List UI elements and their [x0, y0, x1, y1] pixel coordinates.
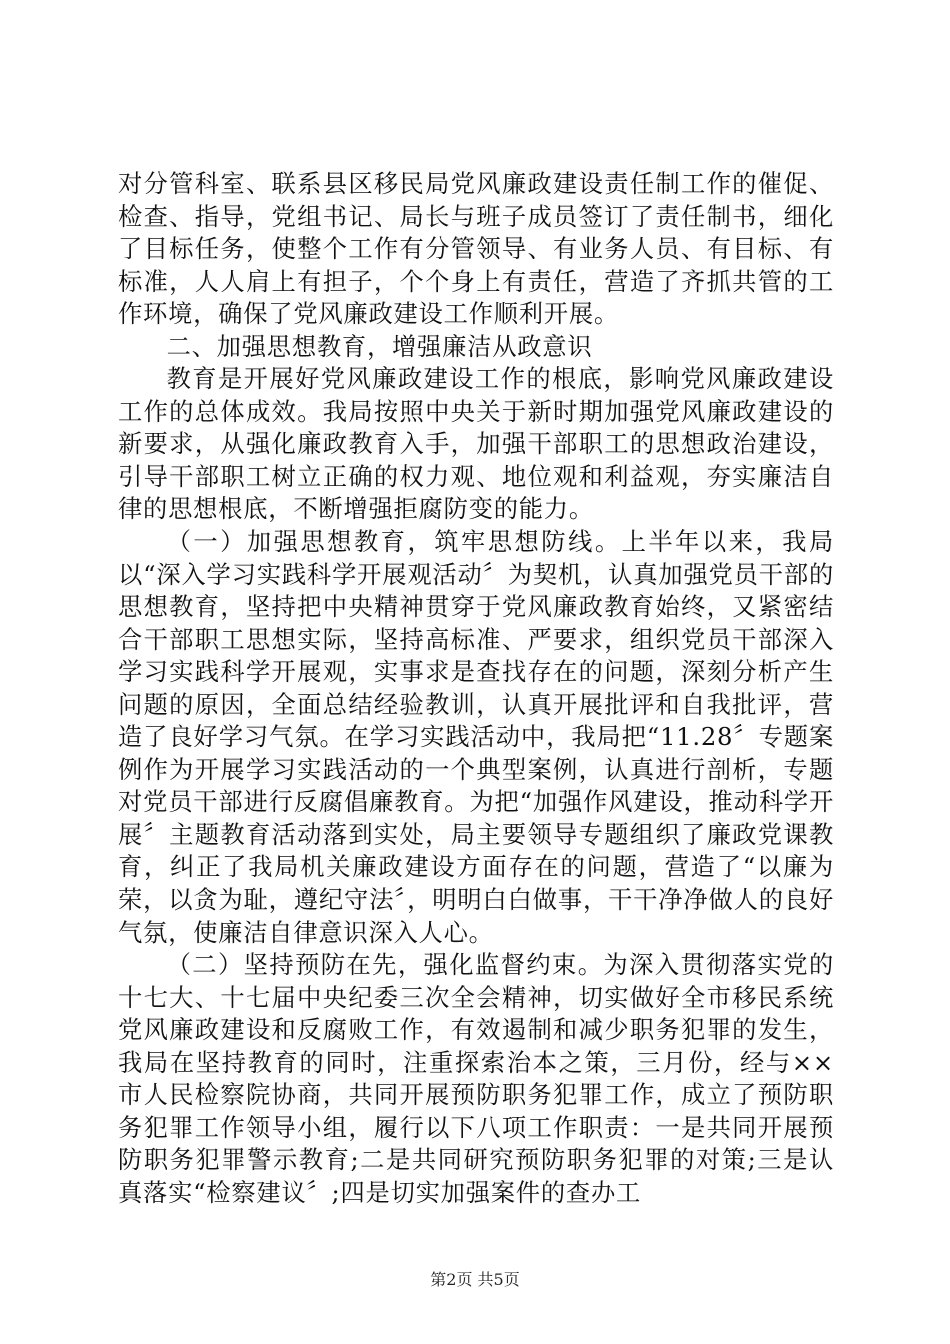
document-body: [118, 168, 834, 1210]
paragraph-item-2: （二）坚持预防在先，强化监督约束。为深入贯彻落实党的十七大、十七届中央纪委三次全会精神，切实做好全市移民系统党风廉政建设和反腐败工作，有效遏制和减少职务犯罪的发生，我局在坚持教育的同时，注重探索治本之策，三月份，经与××市人民检察院协商，共同开展预防职务犯罪工作，成立了预防职务犯罪工作领导小组，履行以下八项工作职责：一是共同开展预防职务犯罪警示教育;二是共同研究预防职务犯罪的对策;三是认真落实“检察建议〞;四是切实加强案件的查办工: [118, 950, 834, 1207]
paragraph-item-1: （一）加强思想教育，筑牢思想防线。上半年以来，我局以“深入学习实践科学开展观活动〞为契机，认真加强党员干部的思想教育，坚持把中央精神贯穿于党风廉政教育始终，又紧密结合干部职工思想实际，坚持高标准、严要求，组织党员干部深入学习实践科学开展观，实事求是查找存在的问题，深刻分析产生问题的原因，全面总结经验教训，认真开展批评和自我批评，营造了良好学习气氛。在学习实践活动中，我局把“11.28〞专题案例作为开展学习实践活动的一个典型案例，认真进行剖析，专题对党员干部进行反腐倡廉教育。为把“加强作风建设，推动科学开展〞主题教育活动落到实处，局主要领导专题组织了廉政党课教育，纠正了我局机关廉政建设方面存在的问题，营造了“以廉为荣，以贪为耻，遵纪守法〞，明明白白做事，干干净净做人的良好气氛，使廉洁自律意识深入人心。: [118, 527, 834, 947]
section-heading-2: 二、加强思想教育，增强廉洁从政意识: [166, 331, 593, 361]
paragraph-continuation: 对分管科室、联系县区移民局党风廉政建设责任制工作的催促、检查、指导，党组书记、局长与班子成员签订了责任制书，细化了目标任务，使整个工作有分管领导、有业务人员、有目标、有标准，人人肩上有担子，个个身上有责任，营造了齐抓共管的工作环境，确保了党风廉政建设工作顺利开展。: [118, 169, 834, 329]
page-number-footer: 第2页 共5页: [430, 1270, 520, 1289]
paragraph-education-intro: 教育是开展好党风廉政建设工作的根底，影响党风廉政建设工作的总体成效。我局按照中央关于新时期加强党风廉政建设的新要求，从强化廉政教育入手，加强干部职工的思想政治建设，引导干部职工树立正确的权力观、地位观和利益观，夯实廉洁自律的思想根底，不断增强拒腐防变的能力。: [118, 364, 834, 524]
